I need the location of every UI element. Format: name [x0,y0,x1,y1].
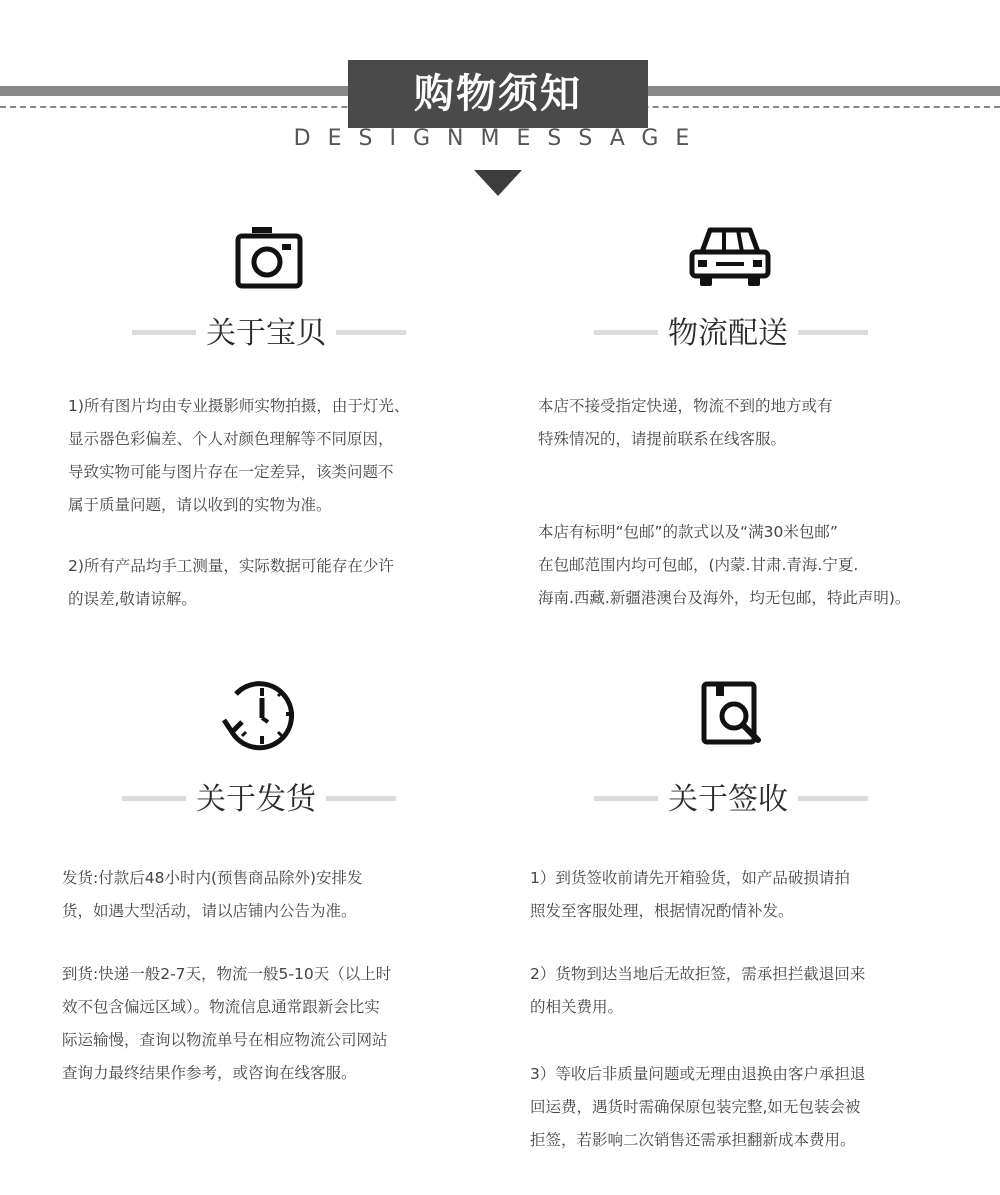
clock-icon [218,674,302,758]
logistics-paragraph-1 [538,390,833,456]
page-title: 购物须知 [348,60,648,128]
shipping-paragraph-2 [62,958,391,1090]
logistics-paragraph-2 [538,516,910,615]
receipt-paragraph-3 [530,1058,865,1157]
document-search-icon [700,680,766,750]
camera-icon [234,224,304,294]
text-line: 特殊情况的，请提前联系在线客服。 [538,430,787,448]
text-line: 际运输慢，查询以物流单号在相应物流公司网站 [62,1031,388,1049]
text-line: 2)所有产品均手工测量，实际数据可能存在少许 [68,557,394,575]
section-title-receipt: 关于签收 [658,780,798,820]
text-line: 显示器色彩偏差、个人对颜色理解等不同原因， [68,430,394,448]
text-line: 2）货物到达当地后无故拒签，需承担拦截退回来 [530,965,866,983]
receipt-paragraph-2 [530,958,865,1024]
shipping-paragraph-1 [62,862,363,928]
text-line: 查询力最终结果作参考，或咨询在线客服。 [62,1064,357,1082]
text-line: 的误差,敬请谅解。 [68,590,197,608]
text-line: 发货:付款后48小时内(预售商品除外)安排发 [62,869,363,887]
page-subtitle: DESIGNMESSAGE [293,126,707,151]
text-line: 1)所有图片均由专业摄影师实物拍摄，由于灯光、 [68,397,410,415]
text-line: 本店不接受指定快递，物流不到的地方或有 [538,397,833,415]
text-line: 海南.西藏.新疆港澳台及海外，均无包邮，特此声明)。 [538,589,911,607]
section-title-shipping: 关于发货 [186,780,326,820]
receipt-paragraph-1 [530,862,850,928]
text-line: 效不包含偏远区域）。物流信息通常跟新会比实 [62,998,380,1016]
text-line: 拒签，若影响二次销售还需承担翻新成本费用。 [530,1131,856,1149]
product-paragraph-1 [68,390,409,522]
text-line: 导致实物可能与图片存在一定差异，该类问题不 [68,463,394,481]
text-line: 到货:快递一般2-7天，物流一般5-10天（以上时 [62,965,392,983]
text-line: 的相关费用。 [530,998,624,1016]
text-line: 3）等收后非质量问题或无理由退换由客户承担退 [530,1065,866,1083]
down-triangle-icon [474,170,522,196]
text-line: 在包邮范围内均可包邮，(内蒙.甘肃.青海.宁夏. [538,556,859,574]
car-icon [688,224,772,294]
product-paragraph-2 [68,550,394,616]
text-line: 照发至客服处理，根据情况酌情补发。 [530,902,794,920]
text-line: 属于质量问题，请以收到的实物为准。 [68,496,332,514]
text-line: 1）到货签收前请先开箱验货，如产品破损请拍 [530,869,850,887]
text-line: 回运费，遇货时需确保原包装完整,如无包装会被 [530,1098,861,1116]
text-line: 货，如遇大型活动，请以店铺内公告为准。 [62,902,357,920]
text-line: 本店有标明“包邮”的款式以及“满30米包邮” [538,523,838,541]
section-title-product: 关于宝贝 [196,314,336,354]
section-title-logistics: 物流配送 [658,314,798,354]
